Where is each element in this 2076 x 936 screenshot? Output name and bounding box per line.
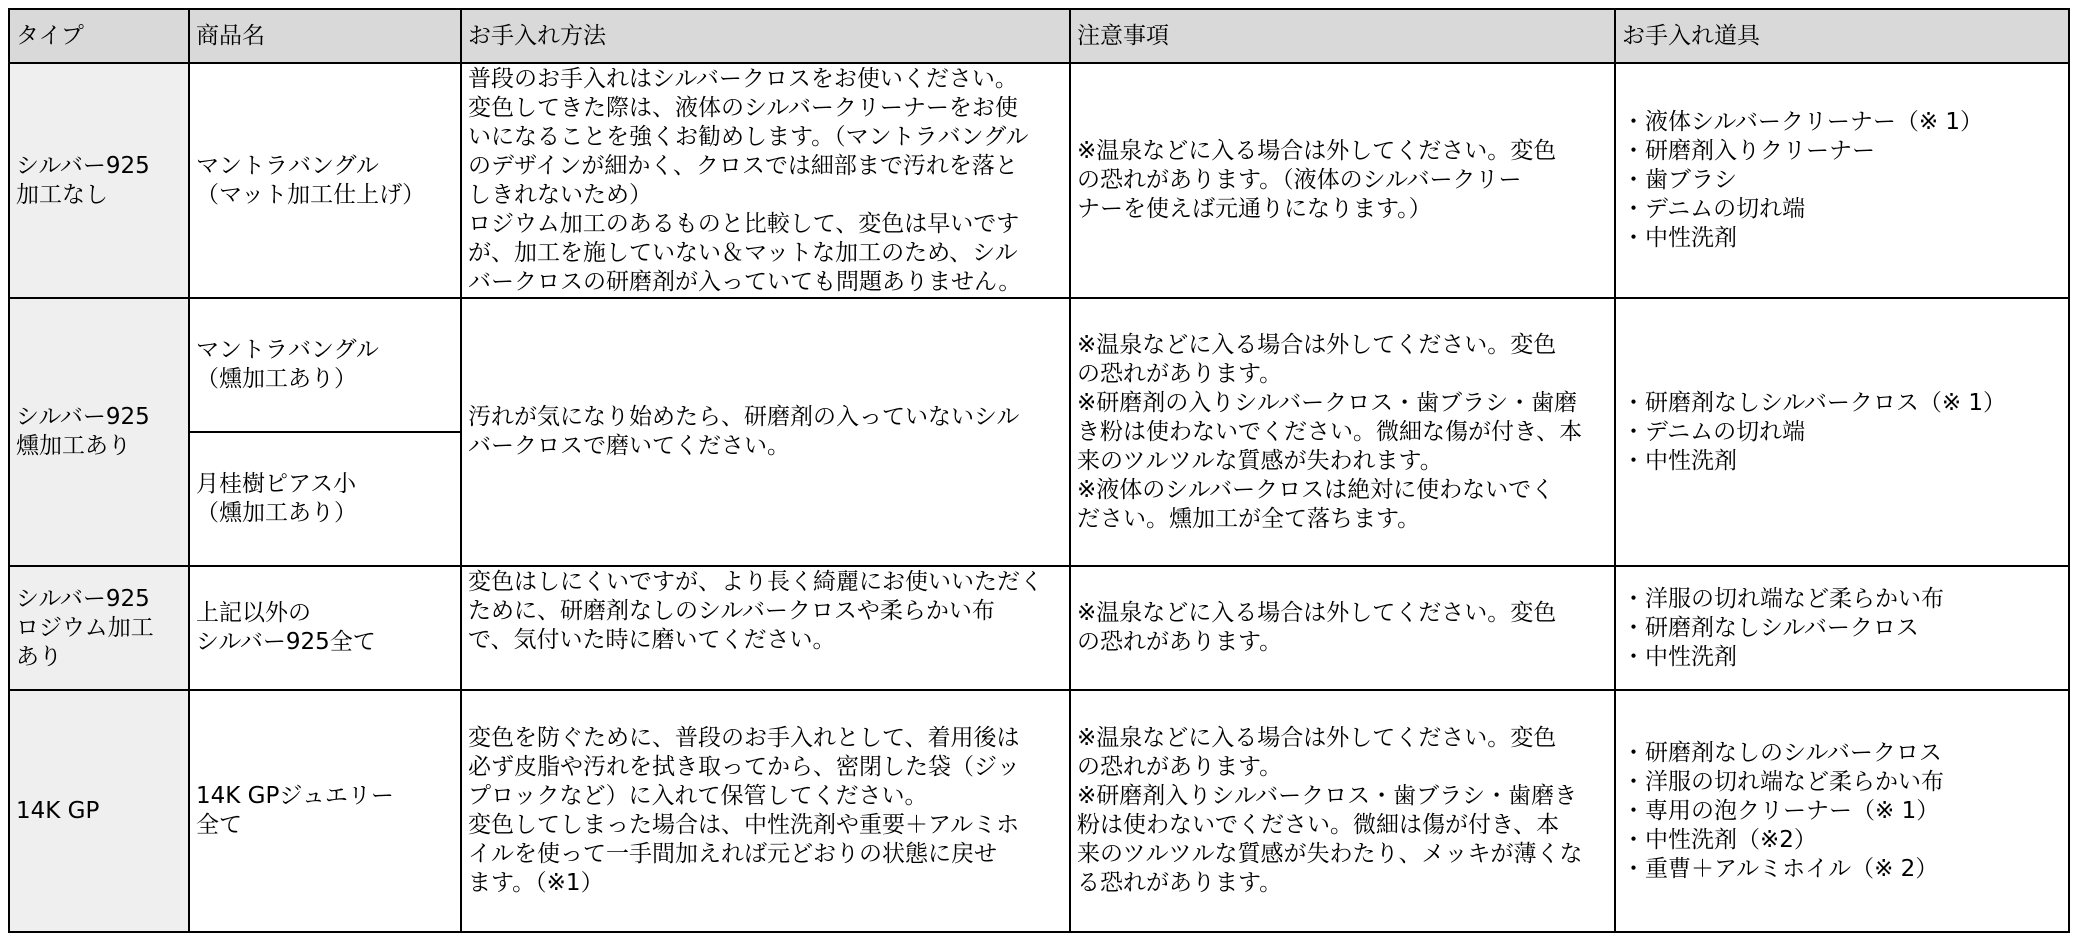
header-method: お手入れ方法 (461, 9, 1070, 63)
list-item: ・ 研磨剤なしシルバークロス (1622, 614, 2062, 643)
method-cell: 普段のお手入れはシルバークロスをお使いください。 変色してきた際は、液体のシルバークリーナーをお使 いになることを強くお勧めします。（マントラバングル のデザインが細かく、クロスでは細部まで汚れを落と しきれないため） ロジウム加工のあるものと比較して、変色は早いです が、加工を施していない＆マットな加工のため、シル バークロスの研磨剤が入っていても問題ありません。 (461, 63, 1070, 298)
method-cell: 変色を防ぐために、普段のお手入れとして、着用後は 必ず皮脂や汚れを拭き取ってから、密閉した袋（ジッ プロックなど）に入れて保管してください。 変色してしまった場合は、中性洗剤や重要＋アルミホ イルを使って一手間加えれば元どおりの状態に戻せ ます。（※1） (461, 690, 1070, 932)
list-item: ・ デニムの切れ端 (1622, 195, 2062, 224)
type-cell: 14K GP (9, 690, 189, 932)
tools-cell (1615, 63, 2069, 298)
notes-cell: ※温泉などに入る場合は外してください。変色 の恐れがあります。 ※研磨剤入りシルバークロス・歯ブラシ・歯磨き 粉は使わないでください。微細は傷が付き、本 来のツルツルな質感が失わたり、メッキが薄くな る恐れがあります。 (1070, 690, 1615, 932)
notes-cell: ※温泉などに入る場合は外してください。変色 の恐れがあります。（液体のシルバークリー ナーを使えば元通りになります。） (1070, 63, 1615, 298)
list-item: ・ 研磨剤入りクリーナー (1622, 137, 2062, 166)
table-row (9, 298, 2069, 432)
method-cell: 変色はしにくいですが、より長く綺麗にお使いいただく ために、研磨剤なしのシルバークロスや柔らかい布 で、気付いた時に磨いてください。 (461, 566, 1070, 690)
table-row (9, 63, 2069, 298)
product-cell: 月桂樹ピアス小 （燻加工あり） (189, 432, 461, 566)
tools-list (1622, 739, 2062, 884)
header-row (9, 9, 2069, 63)
tools-list (1622, 585, 2062, 672)
tools-list (1622, 108, 2062, 253)
product-cell: マントラバングル （燻加工あり） (189, 298, 461, 432)
header-product: 商品名 (189, 9, 461, 63)
method-cell: 汚れが気になり始めたら、研磨剤の入っていないシル バークロスで磨いてください。 (461, 298, 1070, 566)
list-item: ・ 洋服の切れ端など柔らかい布 (1622, 768, 2062, 797)
list-item: ・ 液体シルバークリーナー（※ 1） (1622, 108, 2062, 137)
table-row (9, 566, 2069, 690)
tools-cell (1615, 690, 2069, 932)
list-item: ・ 研磨剤なしのシルバークロス (1622, 739, 2062, 768)
type-cell: シルバー925 加工なし (9, 63, 189, 298)
product-cell: マントラバングル （マット加工仕上げ） (189, 63, 461, 298)
list-item: ・ 中性洗剤 (1622, 447, 2062, 476)
care-table (8, 8, 2070, 933)
care-instructions-sheet (8, 8, 2068, 933)
header-notes: 注意事項 (1070, 9, 1615, 63)
list-item: ・ 中性洗剤 (1622, 224, 2062, 253)
header-tools: お手入れ道具 (1615, 9, 2069, 63)
product-cell: 14K GPジュエリー 全て (189, 690, 461, 932)
type-cell: シルバー925 燻加工あり (9, 298, 189, 566)
list-item: ・ 中性洗剤 (1622, 643, 2062, 672)
tools-cell (1615, 298, 2069, 566)
list-item: ・ 研磨剤なしシルバークロス（※ 1） (1622, 389, 2062, 418)
tools-list (1622, 389, 2062, 476)
list-item: ・ 重曹＋アルミホイル（※ 2） (1622, 855, 2062, 884)
list-item: ・ 歯ブラシ (1622, 166, 2062, 195)
type-cell: シルバー925 ロジウム加工 あり (9, 566, 189, 690)
table-row (9, 690, 2069, 932)
header-type: タイプ (9, 9, 189, 63)
list-item: ・ 専用の泡クリーナー（※ 1） (1622, 797, 2062, 826)
list-item: ・ 中性洗剤（※2） (1622, 826, 2062, 855)
product-cell: 上記以外の シルバー925全て (189, 566, 461, 690)
notes-cell: ※温泉などに入る場合は外してください。変色 の恐れがあります。 ※研磨剤の入りシルバークロス・歯ブラシ・歯磨 き粉は使わないでください。微細な傷が付き、本 来のツルツルな質感が失われます。 ※液体のシルバークロスは絶対に使わないでく ださい。燻加工が全て落ちます。 (1070, 298, 1615, 566)
tools-cell (1615, 566, 2069, 690)
notes-cell: ※温泉などに入る場合は外してください。変色 の恐れがあります。 (1070, 566, 1615, 690)
list-item: ・ デニムの切れ端 (1622, 418, 2062, 447)
list-item: ・ 洋服の切れ端など柔らかい布 (1622, 585, 2062, 614)
